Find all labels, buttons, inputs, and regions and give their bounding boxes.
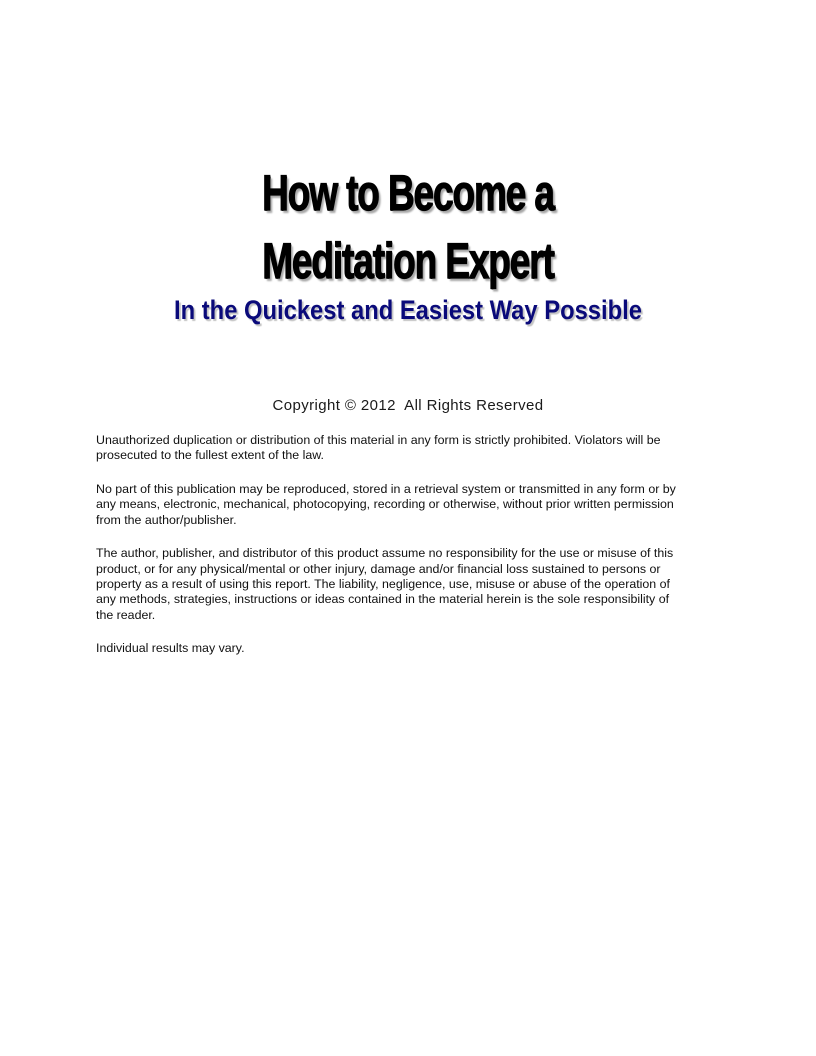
text-line: any methods, strategies, instructions or ideas contained in the material herein is the sole responsibility of: [96, 592, 670, 607]
text-line: The author, publisher, and distributor of this product assume no responsibility for the use or misuse of this: [96, 546, 674, 561]
text-line: from the author/publisher.: [96, 512, 237, 527]
page-title-line-2: Meditation Expert: [262, 233, 554, 289]
text-line: any means, electronic, mechanical, photocopying, recording or otherwise, without prior written permission: [96, 497, 674, 512]
copyright-notice: Copyright © 2012 All Rights Reserved: [272, 397, 544, 414]
paragraph-no-reproduction: [96, 482, 726, 528]
text-line: No part of this publication may be reproduced, stored in a retrieval system or transmitted in any form or by: [96, 482, 676, 497]
text-line: the reader.: [96, 607, 156, 622]
text-line: Unauthorized duplication or distribution of this material in any form is strictly prohibited. Violators will be: [96, 433, 661, 447]
text-line: product, or for any physical/mental or other injury, damage and/or financial loss sustained to persons or: [96, 561, 661, 576]
text-line: property as a result of using this report. The liability, negligence, use, misuse or abuse of the operation of: [96, 577, 670, 592]
paragraph-unauthorized-duplication: [96, 433, 726, 464]
legal-disclaimer: [96, 433, 726, 675]
text-line: prosecuted to the fullest extent of the law.: [96, 448, 324, 463]
paragraph-liability-disclaimer: [96, 546, 726, 622]
page-subtitle: In the Quickest and Easiest Way Possible: [174, 295, 642, 325]
page-title-line-1: How to Become a: [262, 165, 554, 221]
paragraph-results-vary: [96, 641, 726, 656]
text-line: Individual results may vary.: [96, 641, 245, 656]
